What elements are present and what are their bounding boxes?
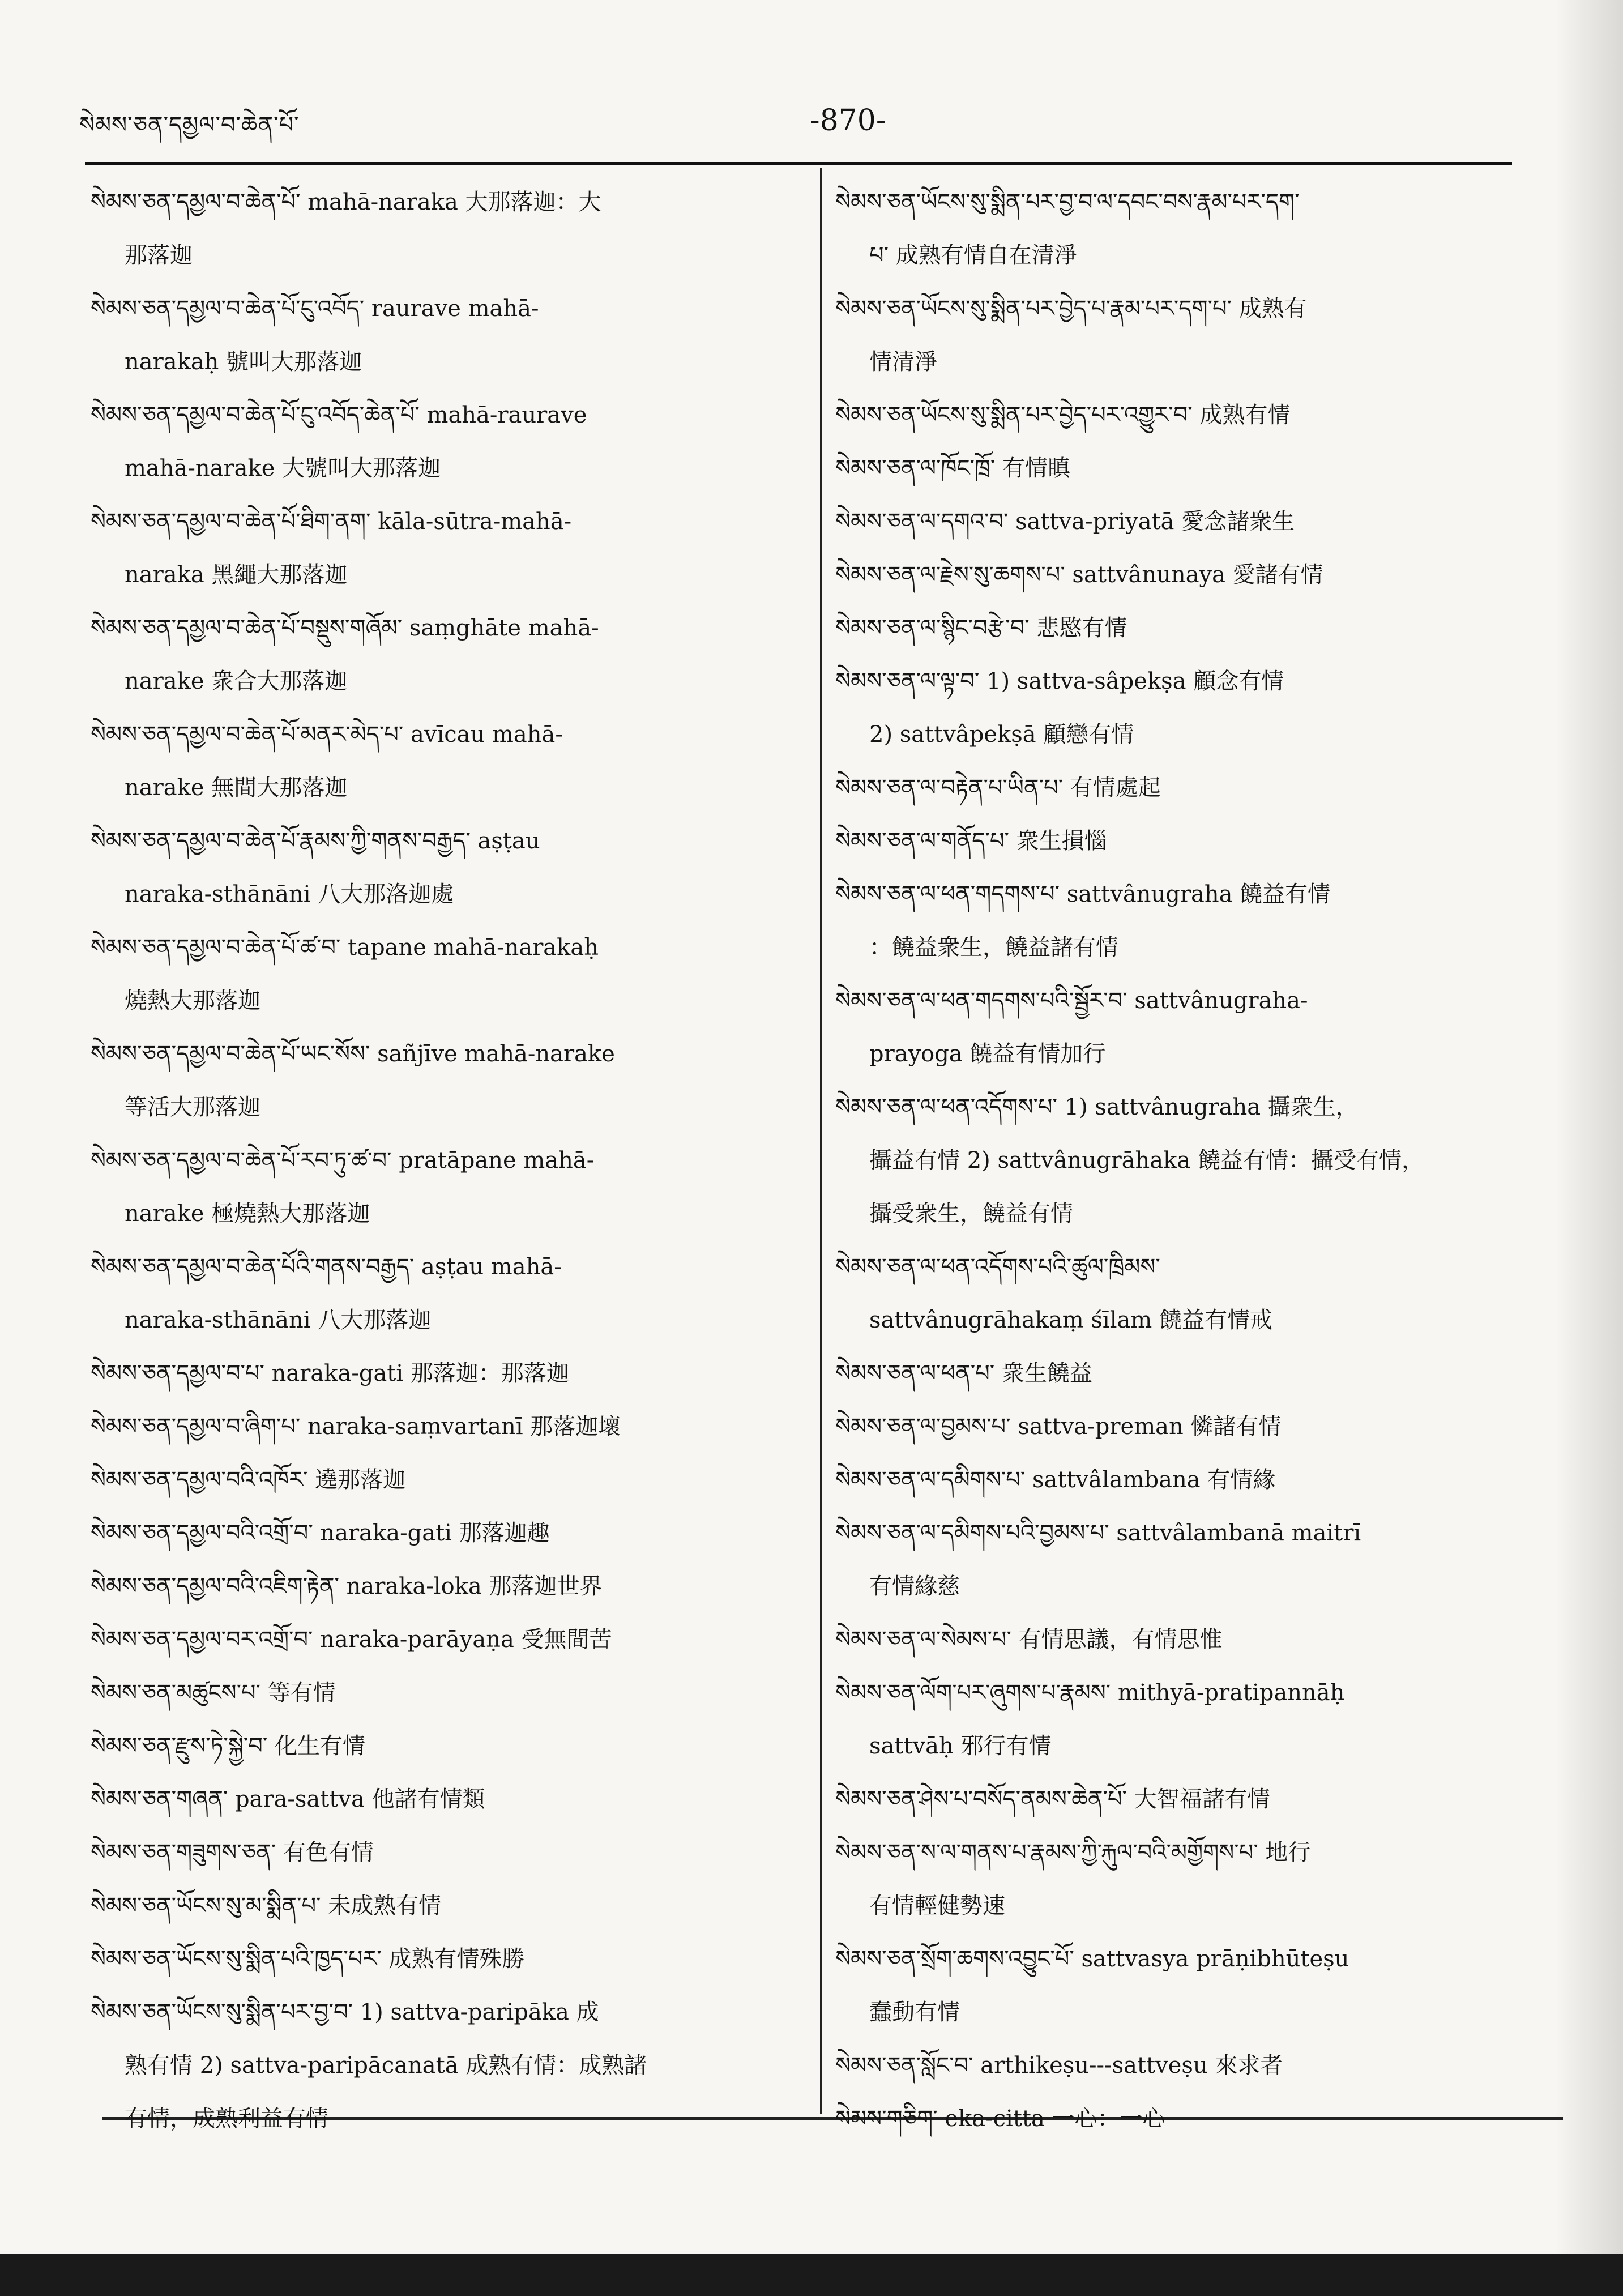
entry-headword-line: སེམས་ཅན་དམྱལ་བ་ཆེན་པོ་ཐིག་ནག་ kāla-sūtra-mahā- — [91, 509, 572, 535]
entry-headword-line: སེམས་ཅན་དམྱལ་བ་ཆེན་པོའི་གནས་བརྒྱད་ aṣṭau mahā- — [91, 1254, 562, 1280]
entry-headword-line: སེམས་ཅན་དམྱལ་བའི་འགྲོ་བ་ naraka-gati 那落迦趣 — [91, 1520, 550, 1546]
entry-headword-line: སེམས་ཅན་ས་ལ་གནས་པ་རྣམས་ཀྱི་རྐུལ་བའི་མགྱོགས་པ་ 地行 — [835, 1840, 1311, 1866]
entry-continuation-line: 有情輕健勢速 — [869, 1893, 1005, 1919]
entry-headword-line: སེམས་ཅན་ཡོངས་སུ་སྨིན་པར་བྱ་བ་ལ་དབང་བས་རྣམ་པར་དག་ — [835, 189, 1300, 215]
dictionary-entry — [91, 1400, 810, 1453]
dictionary-entry — [91, 1613, 810, 1666]
entry-continuation-line: narake 衆合大那落迦 — [125, 668, 348, 694]
entry-continuation-line: 蠢動有情 — [869, 1999, 960, 2025]
dictionary-entry — [91, 1879, 810, 1932]
entry-headword-line: སེམས་ཅན་ཡོངས་སུ་སྨིན་པར་བྱ་བ་ 1) sattva-paripāka 成 — [91, 1999, 599, 2025]
scan-border — [0, 2254, 1623, 2296]
entry-headword-line: སེམས་གཅིག་ eka-citta 一心：一心 — [835, 2106, 1165, 2132]
entry-headword-line: སེམས་ཅན་རྫུས་ཏེ་སྐྱེ་བ་ 化生有情 — [91, 1733, 365, 1759]
entry-continuation-line: 有情緣慈 — [869, 1573, 960, 1599]
dictionary-entry — [835, 1240, 1543, 1347]
entry-continuation-line: sattvāḥ 邪行有情 — [869, 1733, 1052, 1759]
entry-continuation-line: narake 極燒熱大那落迦 — [125, 1201, 370, 1227]
entry-headword-line: སེམས་ཅན་ལ་སྙིང་བརྩེ་བ་ 悲愍有情 — [835, 615, 1127, 641]
entry-headword-line: སེམས་ཅན་ལ་སེམས་པ་ 有情思議，有情思惟 — [835, 1627, 1223, 1653]
dictionary-entry — [835, 389, 1543, 442]
running-head: སེམས་ཅན་དམྱལ་བ་ཆེན་པོ་ — [79, 112, 300, 138]
entry-headword-line: སེམས་ཅན་དམྱལ་བའི་འཇིག་རྟེན་ naraka-loka 那落迦世界 — [91, 1573, 603, 1599]
dictionary-entry — [835, 2092, 1543, 2145]
dictionary-entry — [91, 1826, 810, 1879]
entry-continuation-line: 燒熱大那落迦 — [125, 988, 260, 1014]
entry-headword-line: སེམས་ཅན་དམྱལ་བ་ཆེན་པོ་ངུ་འབོད་ཆེན་པོ་ mahā-raurave — [91, 402, 587, 428]
entry-headword-line: སེམས་ཅན་ཡོངས་སུ་སྨིན་པར་བྱེད་པ་རྣམ་པར་དག་པ་ 成熟有 — [835, 296, 1307, 322]
dictionary-entry — [91, 495, 810, 601]
header-rule — [85, 162, 1512, 165]
entry-headword-line: སེམས་ཅན་ལ་ལྟ་བ་ 1) sattva-sâpekṣa 顧念有情 — [835, 668, 1284, 694]
entry-headword-line: སེམས་ཅན་དམྱལ་བ་ཆེན་པོ་མནར་མེད་པ་ avīcau mahā- — [91, 722, 563, 748]
dictionary-entry — [91, 708, 810, 814]
entry-headword-line: སེམས་ཅན་ལོག་པར་ཞུགས་པ་རྣམས་ mithyā-pratipannāḥ — [835, 1680, 1345, 1706]
entry-continuation-line: 熟有情 2) sattva-paripācanatā 成熟有情：成熟諸 — [125, 2052, 647, 2079]
entry-headword-line: སེམས་ཅན་དམྱལ་བ་ཆེན་པོ་རྣམས་ཀྱི་གནས་བརྒྱད་ aṣṭau — [91, 828, 540, 854]
dictionary-entry — [91, 1134, 810, 1240]
entry-continuation-line: narake 無間大那落迦 — [125, 775, 348, 801]
entry-headword-line: སེམས་ཅན་དམྱལ་བ་ཆེན་པོ་བསྡུས་གཞོམ་ saṃghāte mahā- — [91, 615, 599, 641]
entry-headword-line: སེམས་ཅན་དམྱལ་བ་ཆེན་པོ་ངུ་འབོད་ raurave mahā- — [91, 296, 539, 322]
entry-headword-line: སེམས་ཅན་ལ་དམིགས་པ་ sattvâlambana 有情緣 — [835, 1467, 1276, 1493]
dictionary-entry — [835, 601, 1543, 655]
dictionary-entry — [835, 655, 1543, 761]
dictionary-entry — [835, 442, 1543, 495]
dictionary-entry — [835, 761, 1543, 814]
entry-headword-line: སེམས་ཅན་ལ་རྗེས་སུ་ཆགས་པ་ sattvânunaya 愛諸有情 — [835, 562, 1323, 588]
dictionary-entry — [835, 176, 1543, 282]
entry-headword-line: སེམས་ཅན་ལ་ཁོང་ཁྲོ་ 有情瞋 — [835, 455, 1071, 481]
right-column — [835, 176, 1543, 2145]
dictionary-entry — [91, 1453, 810, 1507]
entry-headword-line: སེམས་ཅན་ལ་ཕན་གདགས་པའི་སྦྱོར་བ་ sattvânugraha- — [835, 988, 1308, 1014]
left-column — [91, 176, 810, 2145]
dictionary-entry — [835, 1347, 1543, 1400]
entry-continuation-line: prayoga 饒益有情加行 — [869, 1041, 1106, 1067]
entry-headword-line: སེམས་ཅན་ལ་དགའ་བ་ sattva-priyatā 愛念諸衆生 — [835, 509, 1295, 535]
entry-headword-line: སེམས་ཅན་གཞན་ para-sattva 他諸有情類 — [91, 1786, 485, 1812]
entry-headword-line: སེམས་ཅན་དམྱལ་བ་པ་ naraka-gati 那落迦：那落迦 — [91, 1360, 569, 1386]
entry-headword-line: སེམས་ཅན་ཡོངས་སུ་སྨིན་པར་བྱེད་པར་འགྱུར་བ་ 成熟有情 — [835, 402, 1291, 428]
dictionary-entry — [835, 1081, 1543, 1240]
entry-continuation-line: 2) sattvâpekṣā 顧戀有情 — [869, 722, 1134, 748]
page-number: -870- — [810, 104, 886, 138]
entry-headword-line: སེམས་ཅན་དམྱལ་བ་ཆེན་པོ་ཚ་བ་ tapane mahā-narakaḥ — [91, 934, 599, 961]
entry-headword-line: སེམས་ཅན་སྲོག་ཆགས་འབྱུང་པོ་ sattvasya prāṇibhūteṣu — [835, 1946, 1349, 1972]
page-edge-shadow — [1555, 0, 1623, 2296]
dictionary-entry — [835, 548, 1543, 601]
entry-headword-line: སེམས་ཅན་དམྱལ་བ་ཆེན་པོ་ཡང་སོས་ sañjīve mahā-narake — [91, 1041, 615, 1067]
dictionary-entry — [91, 601, 810, 708]
dictionary-entry — [835, 1932, 1543, 2039]
entry-headword-line: སེམས་ཅན་ཡོངས་སུ་སྨིན་པའི་ཁྱད་པར་ 成熟有情殊勝 — [91, 1946, 525, 1972]
entry-headword-line: སེམས་ཅན་དམྱལ་བ་ཆེན་པོ་རབ་ཏུ་ཚ་བ་ pratāpane mahā- — [91, 1147, 595, 1173]
dictionary-entry — [91, 1507, 810, 1560]
dictionary-entry — [835, 814, 1543, 868]
entry-headword-line: སེམས་ཅན་ལ་བྱམས་པ་ sattva-preman 憐諸有情 — [835, 1414, 1282, 1440]
entry-continuation-line: 等活大那落迦 — [125, 1094, 260, 1120]
entry-continuation-line: 攝受衆生，饒益有情 — [869, 1201, 1073, 1227]
entry-continuation-line: naraka 黑繩大那落迦 — [125, 562, 348, 588]
entry-continuation-line: naraka-sthānāni 八大那洛迦處 — [125, 881, 454, 907]
entry-headword-line: སེམས་ཅན་ལ་བརྟེན་པ་ཡིན་པ་ 有情處起 — [835, 775, 1161, 801]
entry-headword-line: སེམས་ཅན་ལ་དམིགས་པའི་བྱམས་པ་ sattvâlambanā maitrī — [835, 1520, 1361, 1546]
entry-continuation-line: 那落迦 — [125, 242, 193, 268]
dictionary-entry — [835, 1507, 1543, 1613]
entry-headword-line: སེམས་ཅན་ཤེས་པ་བསོད་ནམས་ཆེན་པོ་ 大智福諸有情 — [835, 1786, 1270, 1812]
entry-headword-line: སེམས་ཅན་ལ་ཕན་འདོགས་པའི་ཚུལ་ཁྲིམས་ — [835, 1254, 1160, 1280]
dictionary-entry — [835, 974, 1543, 1081]
entry-headword-line: སེམས་ཅན་དམྱལ་བར་འགྲོ་བ་ naraka-parāyaṇa 受無間苦 — [91, 1627, 612, 1653]
entry-continuation-line: པ་ 成熟有情自在清淨 — [869, 242, 1077, 268]
dictionary-entry — [91, 282, 810, 389]
entry-continuation-line: ：饒益衆生，饒益諸有情 — [869, 934, 1118, 961]
entry-continuation-line: 攝益有情 2) sattvânugrāhaka 饒益有情：攝受有情， — [869, 1147, 1424, 1173]
entry-continuation-line: sattvânugrāhakaṃ śīlam 饒益有情戒 — [869, 1307, 1273, 1333]
dictionary-entry — [91, 1773, 810, 1826]
entry-headword-line: སེམས་ཅན་གཟུགས་ཅན་ 有色有情 — [91, 1840, 374, 1866]
entry-continuation-line: naraka-sthānāni 八大那落迦 — [125, 1307, 432, 1333]
entry-continuation-line: narakaḥ 號叫大那落迦 — [125, 349, 362, 375]
dictionary-entry — [835, 1613, 1543, 1666]
dictionary-entry — [91, 176, 810, 282]
dictionary-entry — [835, 1400, 1543, 1453]
entry-headword-line: སེམས་ཅན་དམྱལ་བའི་འཁོར་ 遶那落迦 — [91, 1467, 406, 1493]
dictionary-entry — [91, 814, 810, 921]
dictionary-entry — [91, 1719, 810, 1773]
dictionary-entry — [835, 282, 1543, 389]
dictionary-entry — [91, 1240, 810, 1347]
entry-headword-line: སེམས་ཅན་ལ་ཕན་འདོགས་པ་ 1) sattvânugraha 攝衆生， — [835, 1094, 1359, 1120]
dictionary-entry — [91, 921, 810, 1027]
entry-continuation-line: 情清淨 — [869, 349, 937, 375]
entry-headword-line: སེམས་ཅན་མཚུངས་པ་ 等有情 — [91, 1680, 336, 1706]
dictionary-entry — [835, 1453, 1543, 1507]
entry-headword-line: སེམས་ཅན་སློང་བ་ arthikeṣu---sattveṣu 來求者 — [835, 2052, 1283, 2079]
dictionary-entry — [835, 868, 1543, 974]
entry-headword-line: སེམས་ཅན་དམྱལ་བ་ཞིག་པ་ naraka-saṃvartanī 那落迦壞 — [91, 1414, 621, 1440]
entry-headword-line: སེམས་ཅན་དམྱལ་བ་ཆེན་པོ་ mahā-naraka 大那落迦：大 — [91, 189, 601, 215]
dictionary-entry — [835, 495, 1543, 548]
dictionary-entry — [835, 2039, 1543, 2092]
dictionary-entry — [91, 1666, 810, 1719]
column-divider — [820, 168, 822, 2114]
dictionary-entry — [835, 1666, 1543, 1773]
entry-headword-line: སེམས་ཅན་ཡོངས་སུ་མ་སྨིན་པ་ 未成熟有情 — [91, 1893, 442, 1919]
dictionary-entry — [91, 1347, 810, 1400]
dictionary-entry — [91, 389, 810, 495]
dictionary-entry — [91, 1560, 810, 1613]
entry-headword-line: སེམས་ཅན་ལ་ཕན་གདགས་པ་ sattvânugraha 饒益有情 — [835, 881, 1331, 907]
dictionary-entry — [835, 1773, 1543, 1826]
dictionary-entry — [835, 1826, 1543, 1932]
entry-continuation-line: 有情，成熟利益有情 — [125, 2106, 328, 2132]
dictionary-entry — [91, 1932, 810, 1986]
entry-headword-line: སེམས་ཅན་ལ་གནོད་པ་ 衆生損惱 — [835, 828, 1107, 854]
page-header — [79, 93, 1506, 161]
entry-continuation-line: mahā-narake 大號叫大那落迦 — [125, 455, 441, 481]
dictionary-entry — [91, 1986, 810, 2145]
entry-headword-line: སེམས་ཅན་ལ་ཕན་པ་ 衆生饒益 — [835, 1360, 1092, 1386]
dictionary-entry — [91, 1027, 810, 1134]
